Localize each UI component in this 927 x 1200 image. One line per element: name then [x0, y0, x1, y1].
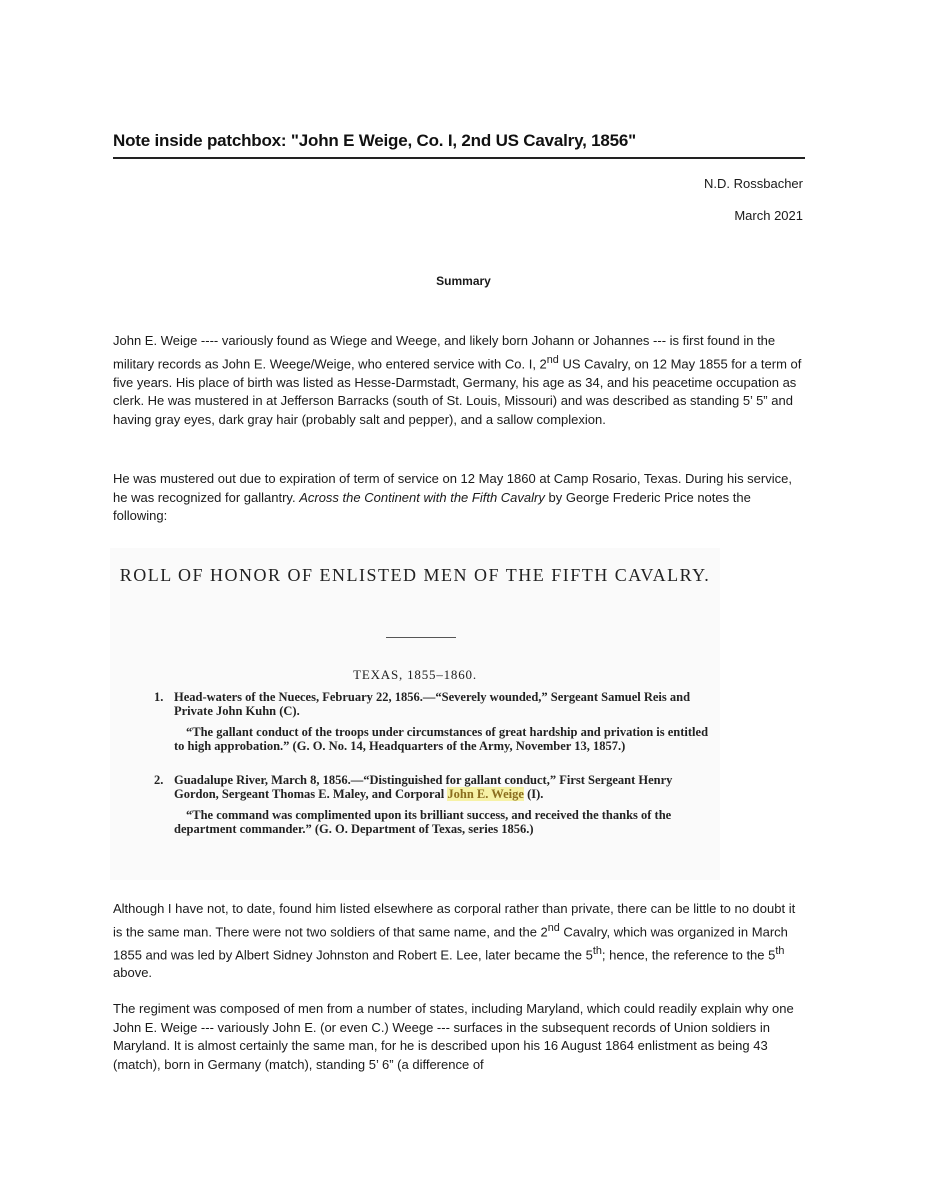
excerpt-item: 2. Guadalupe River, March 8, 1856.—“Distinguished for gallant conduct,” First Sergeant Henry Gordon, Sergeant Thomas E. Maley, and Corporal John E. Weige (I). — [154, 773, 673, 801]
excerpt-item: 1. Head-waters of the Nueces, February 22, 1856.—“Severely wounded,” Sergeant Samuel Reis and Private John Kuhn (C). — [154, 690, 691, 718]
excerpt-quote: “The command was complimented upon its brilliant success, and received the thanks of the department commander.” (G. O. Department of Texas, series 1856.) — [174, 808, 672, 836]
section-heading: Summary — [436, 274, 491, 288]
paragraph-intro: John E. Weige ---- variously found as Wiege and Weege, and likely born Johann or Johannes --- is first found in the military records as John E. Weege/Weige, who entered service with Co. I, 2nd US Cavalry, on 12 May 1855 for a term of five years. His place of birth was listed as Hesse-Darmstadt, Germany, his age as 34, and his peacetime occupation as clerk. He was mustered in at Jefferson Barracks (south of St. Louis, Missouri) and was described as standing 5’ 5” and having gray eyes, dark gray hair (probably salt and pepper), and a sallow complexion. — [113, 333, 802, 427]
document-title: Note inside patchbox: "John E Weige, Co. I, 2nd US Cavalry, 1856" — [113, 131, 637, 150]
highlighted-name: John E. Weige — [447, 787, 524, 801]
book-excerpt-scan — [110, 548, 720, 880]
book-title: Across the Continent with the Fifth Cavalry — [299, 489, 545, 505]
title-underline — [113, 157, 805, 159]
excerpt-divider — [386, 637, 456, 638]
paragraph-identification: Although I have not, to date, found him listed elsewhere as corporal rather than private, there can be little to no doubt it is the same man. There were not two soldiers of that same name, and the 2nd Cavalry, which was organized in March 1855 and was led by Albert Sidney Johnston and Robert E. Lee, later became the 5th; hence, the reference to the 5th above. — [113, 901, 796, 981]
document-date: March 2021 — [734, 208, 803, 223]
author-name: N.D. Rossbacher — [704, 176, 803, 191]
paragraph-regiment: The regiment was composed of men from a number of states, including Maryland, which could readily explain why one John E. Weige --- variously John E. (or even C.) Weege --- surfaces in the subsequent records of Union soldiers in Maryland. It is almost certainly the same man, for he is described upon his 16 August 1864 enlistment as being 43 (match), born in Germany (match), standing 5’ 6” (a difference of — [113, 1001, 794, 1072]
paragraph-muster-out: He was mustered out due to expiration of term of service on 12 May 1860 at Camp Rosario, Texas. During his service, he was recognized for gallantry. Across the Continent with the Fifth Cavalry by George Frederic Price notes the following: — [113, 471, 792, 524]
excerpt-title: ROLL OF HONOR OF ENLISTED MEN OF THE FIFTH CAVALRY. — [119, 565, 711, 585]
excerpt-quote: “The gallant conduct of the troops under circumstances of great hardship and privation is entitled to high approbation.” (G. O. No. 14, Headquarters of the Army, November 13, 1857.) — [174, 725, 709, 753]
excerpt-subtitle: TEXAS, 1855–1860. — [353, 667, 477, 682]
